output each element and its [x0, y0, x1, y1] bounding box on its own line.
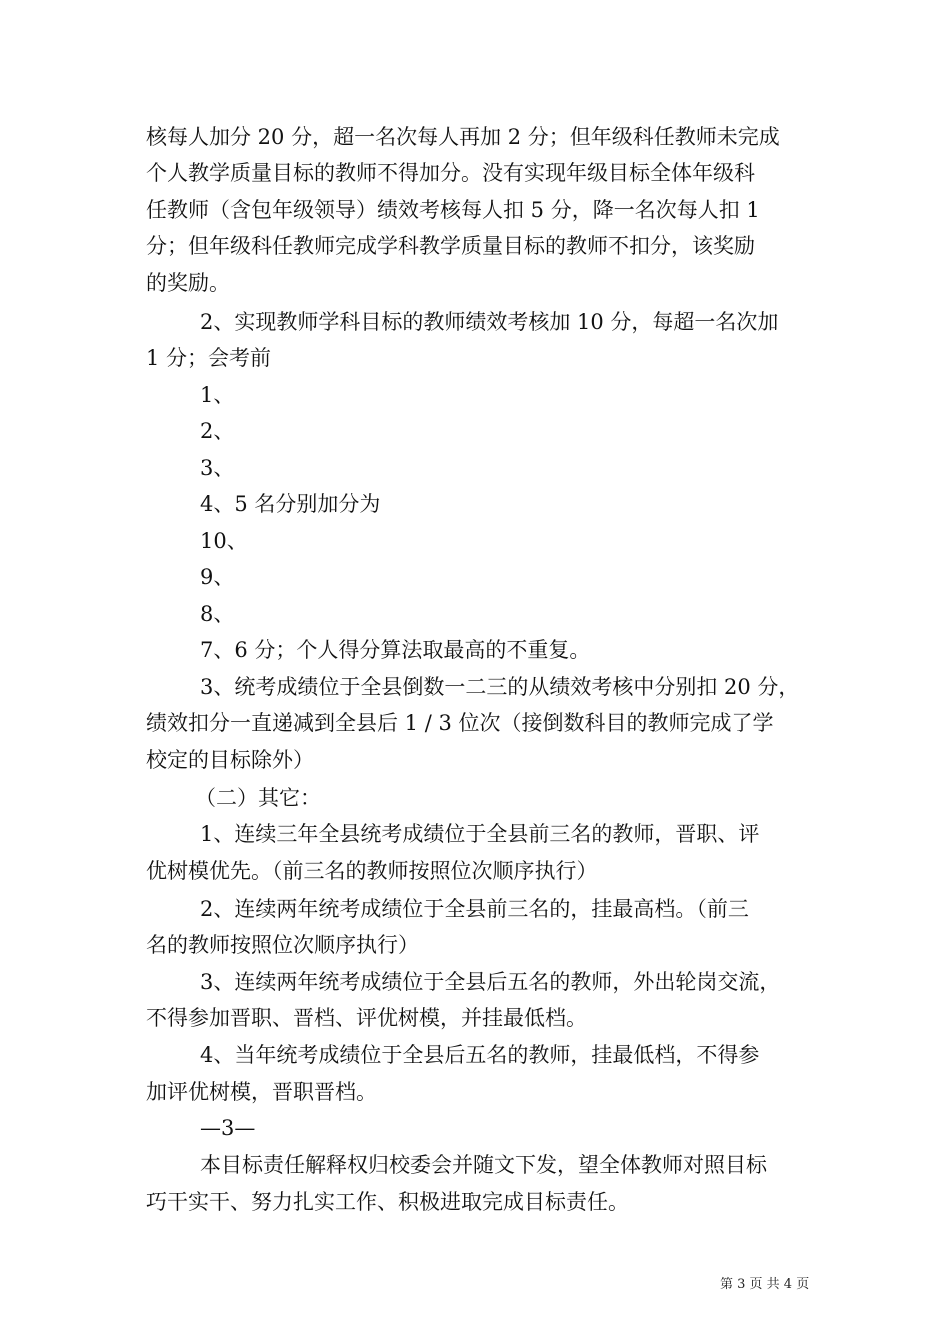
- list-item: 1、: [200, 383, 235, 407]
- list-item: 4、5 名分别加分为: [200, 492, 381, 516]
- text-line: 2、连续两年统考成绩位于全县前三名的，挂最高档。（前三: [200, 897, 749, 921]
- text-line: 个人教学质量目标的教师不得加分。没有实现年级目标全体年级科: [146, 161, 755, 185]
- text-line: 2、实现教师学科目标的教师绩效考核加 10 分，每超一名次加: [200, 310, 779, 334]
- list-item: 2、: [200, 419, 235, 443]
- list-item: 8、: [200, 602, 235, 626]
- text-line: 1、连续三年全县统考成绩位于全县前三名的教师，晋职、评: [200, 822, 760, 846]
- text-line: 巧干实干、努力扎实工作、积极进取完成目标责任。: [146, 1190, 629, 1214]
- section-heading: （二）其它：: [195, 786, 321, 810]
- text-line: 加评优树模，晋职晋档。: [146, 1080, 377, 1104]
- list-item: 7、6 分；个人得分算法取最高的不重复。: [200, 638, 591, 662]
- text-line: 名的教师按照位次顺序执行）: [146, 933, 419, 957]
- list-item: 3、: [200, 456, 235, 480]
- text-line: 4、当年统考成绩位于全县后五名的教师，挂最低档，不得参: [200, 1043, 760, 1067]
- text-line: 3、连续两年统考成绩位于全县后五名的教师，外出轮岗交流，: [200, 970, 781, 994]
- text-line: 1 分；会考前: [146, 346, 272, 370]
- text-line: 分；但年级科任教师完成学科教学质量目标的教师不扣分，该奖励: [146, 234, 755, 258]
- text-line: 校定的目标除外）: [146, 748, 314, 772]
- text-line: 不得参加晋职、晋档、评优树模，并挂最低档。: [146, 1006, 587, 1030]
- page-footer: 第 3 页 共 4 页: [720, 1277, 810, 1292]
- page-number-marker: —3—: [200, 1116, 256, 1140]
- text-line: 绩效扣分一直递减到全县后 1 / 3 位次（接倒数科目的教师完成了学: [146, 711, 774, 735]
- text-line: 任教师（含包年级领导）绩效考核每人扣 5 分，降一名次每人扣 1: [146, 198, 760, 222]
- text-line: 本目标责任解释权归校委会并随文下发，望全体教师对照目标: [200, 1153, 767, 1177]
- text-line: 3、统考成绩位于全县倒数一二三的从绩效考核中分别扣 20 分，: [200, 675, 800, 699]
- text-line: 的奖励。: [146, 271, 230, 295]
- text-line: 核每人加分 20 分，超一名次每人再加 2 分；但年级科任教师未完成: [146, 125, 780, 149]
- list-item: 10、: [200, 529, 248, 553]
- text-line: 优树模优先。（前三名的教师按照位次顺序执行）: [146, 859, 598, 883]
- list-item: 9、: [200, 565, 235, 589]
